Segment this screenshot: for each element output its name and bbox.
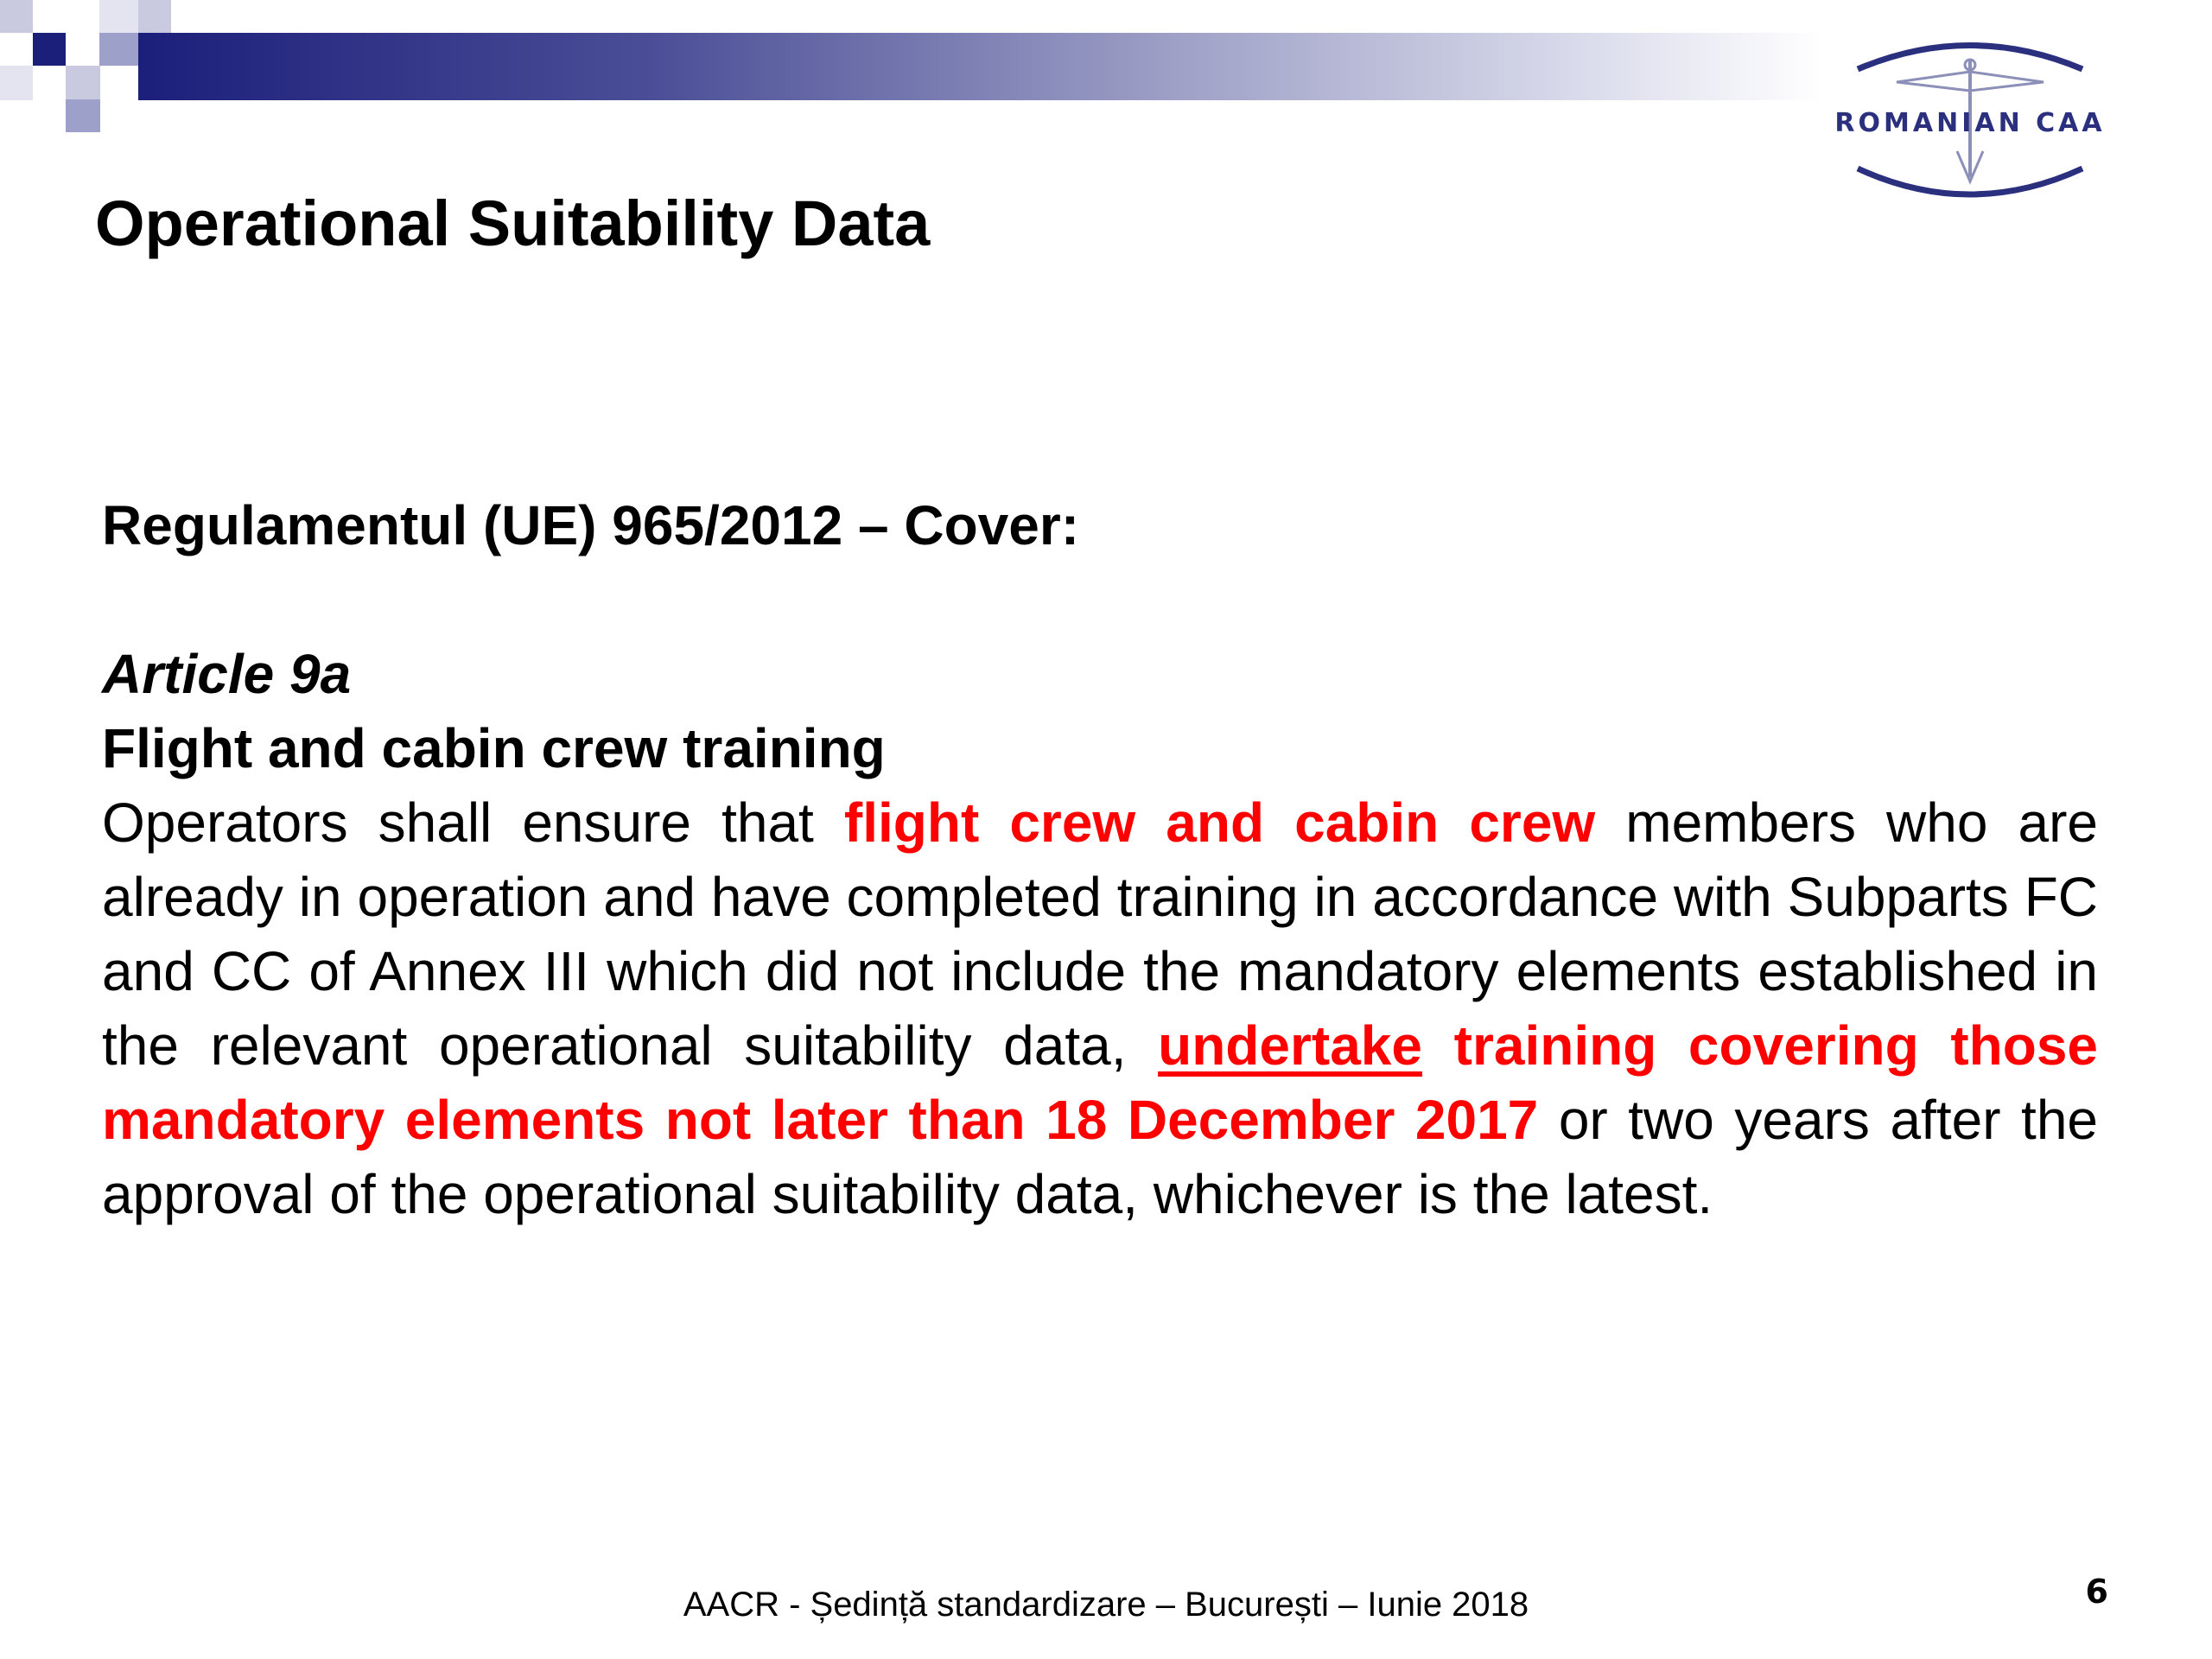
- highlight-undertake: undertake: [1158, 1014, 1422, 1077]
- slide-title: Operational Suitability Data: [95, 188, 931, 259]
- header-square: [0, 0, 33, 33]
- header-square: [99, 33, 138, 66]
- footer-text: AACR - Ședință standardizare – București – Iunie 2018: [683, 1586, 1529, 1624]
- article-number: Article 9a: [102, 643, 352, 705]
- highlight-deadline: training covering those mandatory elements not later than 18 December 2017: [102, 1014, 2098, 1151]
- header-square: [66, 99, 100, 132]
- header-square: [0, 66, 33, 100]
- romanian-caa-logo: [1819, 30, 2121, 203]
- article-title: Flight and cabin crew training: [102, 717, 886, 779]
- header-square: [138, 0, 171, 33]
- paragraph-text: members who are already in operation and have completed training in accordance with Subparts FC and CC of Annex III which did not include the mandatory elements established in the relevant operational suitability data,: [102, 791, 2098, 1077]
- regulation-heading: Regulamentul (UE) 965/2012 – Cover:: [102, 494, 1080, 556]
- header-gradient-bar: [138, 33, 1823, 100]
- article-paragraph: [102, 785, 2098, 1231]
- header-square: [66, 66, 100, 100]
- logo-text: ROMANIAN CAA: [1834, 108, 2106, 138]
- slide-body: [102, 488, 2098, 1231]
- paragraph-text: or two years after the approval of the operational suitability data, whichever is the latest.: [102, 1089, 2099, 1225]
- spacer: [102, 563, 2098, 637]
- highlight-crew: flight crew and cabin crew: [843, 791, 1596, 854]
- header-square: [33, 33, 66, 66]
- page-number: 6: [2085, 1573, 2108, 1611]
- header-square: [99, 0, 138, 33]
- paragraph-text: Operators shall ensure that: [102, 791, 844, 854]
